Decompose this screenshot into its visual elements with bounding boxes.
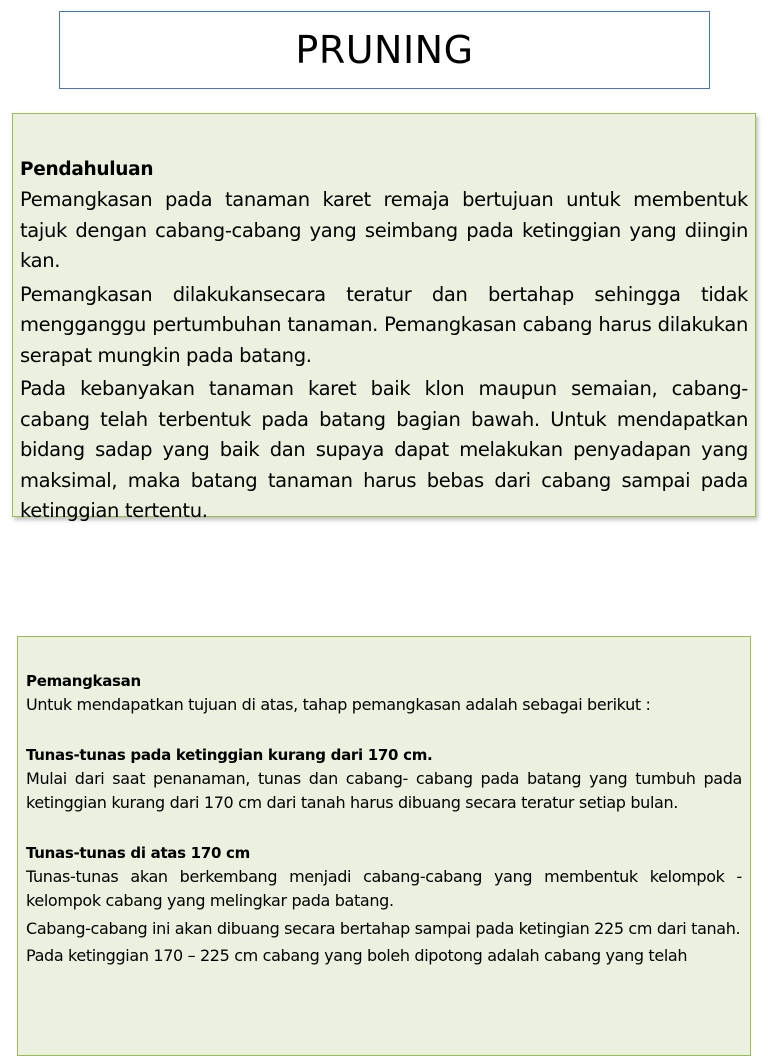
page-title: PRUNING (295, 28, 474, 72)
pruning-heading: Pemangkasan (26, 672, 141, 690)
sub1-text: Mulai dari saat penanaman, tunas dan cabang- cabang pada batang yang tumbuh pada ketinggian kurang dari 170 cm dari tanah harus dibuang secara teratur setiap bulan. (26, 768, 742, 812)
sub2-paragraph-3: Pada ketinggian 170 – 225 cm cabang yang boleh dipotong adalah cabang yang telah (26, 946, 688, 965)
title-box (59, 11, 710, 89)
spacer (26, 721, 742, 743)
sub1-heading: Tunas-tunas pada ketinggian kurang dari 170 cm. (26, 745, 433, 764)
intro-content (20, 155, 748, 530)
intro-paragraph-3: Pada kebanyakan tanaman karet baik klon maupun semaian, cabang-cabang telah terbentuk pada batang bagian bawah. Untuk mendapatkan bidang sadap yang baik dan supaya dapat melakukan penyadapan yang maksimal, maka batang tanaman harus bebas dari cabang sampai pada ketinggian tertentu. (20, 377, 748, 522)
intro-panel (12, 113, 756, 522)
sub2-heading: Tunas-tunas di atas 170 cm (26, 843, 250, 862)
intro-paragraph-2: Pemangkasan dilakukansecara teratur dan bertahap sehingga tidak mengganggu pertumbuhan tanaman. Pemangkasan cabang harus dilakukan serapat mungkin pada batang. (20, 282, 748, 367)
intro-heading: Pendahuluan (20, 159, 154, 180)
spacer (26, 819, 742, 841)
sub2-paragraph-1: Tunas-tunas akan berkembang menjadi cabang-cabang yang membentuk kelompok - kelompok cabang yang melingkar pada batang. (26, 866, 742, 910)
pruning-intro: Untuk mendapatkan tujuan di atas, tahap pemangkasan adalah sebagai berikut : (26, 695, 651, 714)
pruning-panel (17, 636, 751, 1056)
intro-paragraph-1: Pemangkasan pada tanaman karet remaja bertujuan untuk membentuk tajuk dengan cabang-cabang yang seimbang pada ketinggian yang diingin kan. (20, 188, 748, 272)
sub2-paragraph-2: Cabang-cabang ini akan dibuang secara bertahap sampai pada ketingian 225 cm dari tanah. (26, 918, 741, 938)
pruning-content (26, 669, 742, 972)
